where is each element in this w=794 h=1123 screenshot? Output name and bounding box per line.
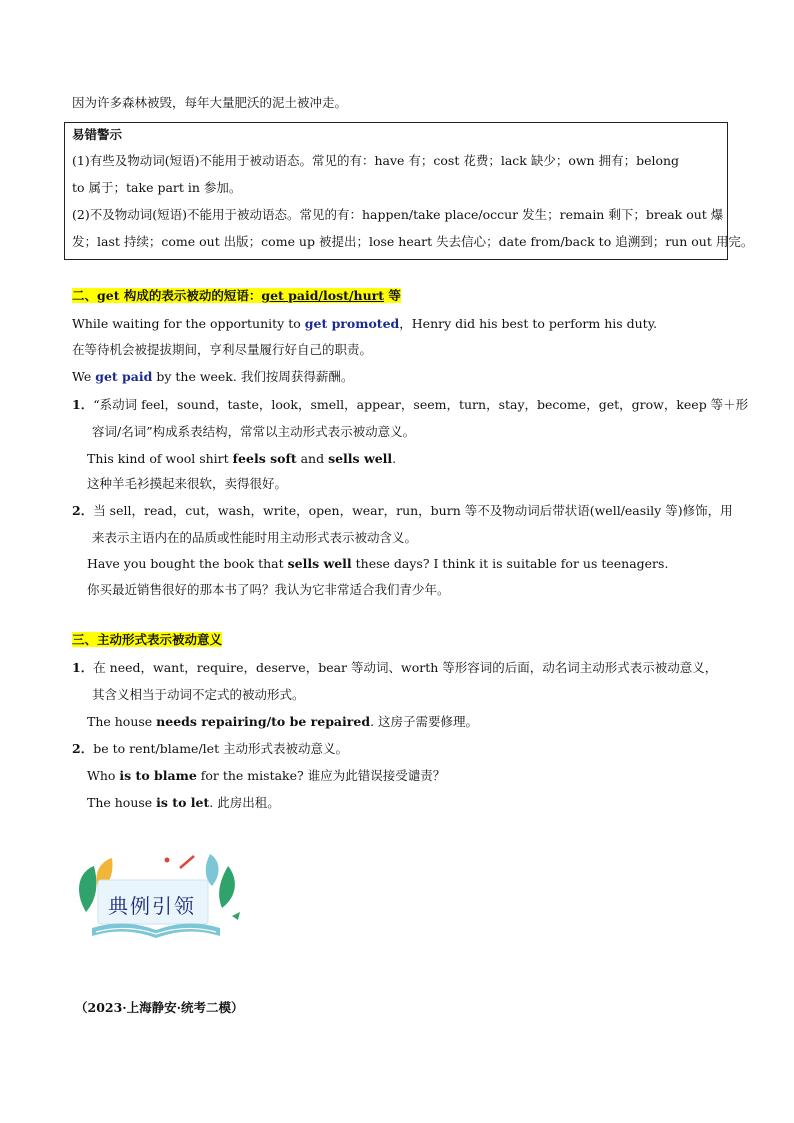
example-2-part-a: We (72, 369, 96, 384)
section-2-heading-key: get paid/lost/hurt (261, 288, 385, 303)
s3-ex-1-key: is to blame (119, 768, 197, 783)
s3-item-2-example-2 (87, 794, 280, 812)
example-2-part-c: by the week. 我们按周获得薪酬。 (152, 369, 354, 384)
s3-item-1-text-1: 在 need，want，require，deserve，bear 等动词、worth 等形容词的后面，动名词主动形式表示被动意义， (93, 660, 718, 675)
s2-item-1-example (87, 450, 396, 468)
s2-item-2-number: 2． (72, 503, 94, 518)
s3-item-1-number: 1． (72, 660, 94, 675)
badge-label: 典例引领 (108, 894, 196, 918)
example-1-part-c: ，Henry did his best to perform his duty. (399, 316, 658, 331)
s3-item-1-line-1 (72, 659, 717, 677)
s2-item-2-ex-c: these days? I think it is suitable for us teenagers. (351, 556, 669, 571)
s3-item-1-example (87, 713, 478, 731)
section-3-heading-text: 三、主动形式表示被动意义 (72, 632, 223, 647)
s2-item-1-number: 1． (72, 397, 94, 412)
s3-ex-1-c: for the mistake? 谁应为此错误接受谴责？ (196, 768, 446, 783)
warning-line-2: to 属于；take part in 参加。 (72, 180, 242, 195)
s3-ex-2-a: The house (87, 795, 157, 810)
intro-sentence: 因为许多森林被毁，每年大量肥沃的泥土被冲走。 (72, 95, 348, 110)
warning-line-3: (2)不及物动词(短语)不能用于被动语态。常见的有：happen/take place/occur 发生；remain 剩下；break out 爆 (72, 207, 724, 222)
s2-item-1-text-1: “系动词 feel，sound，taste，look，smell，appear，seem，turn，stay，become，get，grow，keep 等＋形 (93, 397, 749, 412)
s2-item-1-ex-e: . (392, 451, 397, 466)
s2-item-2-line-2: 来表示主语内在的品质或性能时用主动形式表示被动含义。 (92, 530, 418, 545)
s3-item-1-ex-key: needs repairing/to be repaired (156, 714, 371, 729)
example-1-translation: 在等待机会被提拔期间，亨利尽量履行好自己的职责。 (72, 342, 373, 357)
s2-item-2-example (87, 555, 668, 573)
warning-line-1: (1)有些及物动词(短语)不能用于被动语态。常见的有：have 有；cost 花费；lack 缺少；own 拥有；belong (72, 153, 680, 168)
s3-item-2-text-1: be to rent/blame/let 主动形式表被动意义。 (93, 741, 349, 756)
s2-item-1-ex-c: and (296, 451, 329, 466)
section-2-heading-suffix: 等 (384, 288, 401, 303)
s2-item-1-ex-key-2: sells well (328, 451, 393, 466)
s3-item-2-line-1 (72, 740, 348, 758)
s2-item-1-line-2: 容词/名词”构成系表结构，常常以主动形式表示被动意义。 (92, 424, 416, 439)
source-tag: （2023·上海静安·统考二模） (75, 1000, 244, 1015)
s3-ex-2-c: . 此房出租。 (209, 795, 280, 810)
s3-item-1-ex-a: The house (87, 714, 157, 729)
s3-item-1-line-2: 其含义相当于动词不定式的被动形式。 (92, 687, 305, 702)
s3-item-1-ex-c: . 这房子需要修理。 (370, 714, 479, 729)
section-2-heading-prefix: 二、get 构成的表示被动的短语： (72, 288, 262, 303)
s2-item-1-translation: 这种羊毛衫摸起来很软，卖得很好。 (87, 476, 288, 491)
s3-item-2-number: 2． (72, 741, 94, 756)
s2-item-1-ex-key-1: feels soft (232, 451, 297, 466)
s2-item-2-ex-key: sells well (287, 556, 352, 571)
section-2-heading (72, 287, 401, 305)
s2-item-2-line-1 (72, 502, 733, 520)
s2-item-1-line-1 (72, 396, 748, 414)
s2-item-2-translation: 你买最近销售很好的那本书了吗？我认为它非常适合我们青少年。 (87, 582, 450, 597)
example-badge (72, 852, 242, 948)
example-2-key: get paid (95, 369, 153, 384)
section-3-heading (72, 631, 222, 649)
example-1 (72, 315, 657, 333)
example-2 (72, 368, 353, 386)
warning-line-4: 发；last 持续；come out 出版；come up 被提出；lose heart 失去信心；date from/back to 追溯到；run out 用完。 (72, 234, 754, 249)
s3-ex-2-key: is to let (156, 795, 210, 810)
s3-item-2-example-1 (87, 767, 445, 785)
s2-item-2-text-1: 当 sell，read，cut，wash，write，open，wear，run，burn 等不及物动词后带状语(well/easily 等)修饰，用 (93, 503, 733, 518)
example-1-part-a: While waiting for the opportunity to (72, 316, 305, 331)
s2-item-2-ex-a: Have you bought the book that (87, 556, 288, 571)
warning-title: 易错警示 (72, 127, 123, 142)
example-1-key: get promoted (304, 316, 400, 331)
s2-item-1-ex-a: This kind of wool shirt (87, 451, 233, 466)
s3-ex-1-a: Who (87, 768, 120, 783)
